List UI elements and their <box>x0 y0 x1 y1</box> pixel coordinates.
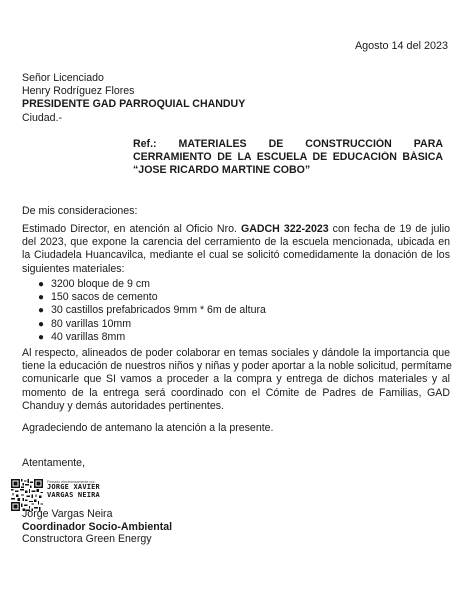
bullet-icon: ● <box>38 292 45 304</box>
paragraph-request <box>22 223 450 276</box>
list-item <box>38 331 266 344</box>
materials-list <box>38 278 266 344</box>
signer-company: Constructora Green Energy <box>22 533 152 546</box>
list-item <box>38 304 266 317</box>
material-text: 30 castillos prefabricados 9mm * 6m de altura <box>51 304 266 317</box>
letter-date: Agosto 14 del 2023 <box>354 40 448 52</box>
addressee-block <box>22 72 462 125</box>
thanks-line: Agradeciendo de antemano la atención a la presente. <box>22 422 274 434</box>
electronic-signature-stamp <box>47 480 167 499</box>
addressee-name: Henry Rodríguez Flores <box>22 85 135 98</box>
list-item <box>38 318 266 331</box>
paragraph-line: Al respecto, alineados de poder colaborar en temas sociales y dándole la importancia que <box>22 347 450 359</box>
reference-block <box>133 138 443 178</box>
bullet-icon: ● <box>38 318 45 330</box>
qr-code-icon <box>11 479 43 511</box>
bullet-icon: ● <box>38 331 45 343</box>
addressee-salutation: Señor Licenciado <box>22 72 104 84</box>
signature-name-line: VARGAS NEIRA <box>47 490 100 499</box>
bullet-icon: ● <box>38 279 45 290</box>
text-span: Estimado Director, en atención al Oficio Nro. <box>22 223 241 235</box>
bullet-icon: ● <box>38 305 45 317</box>
paragraph-line: tiene la educación de nuestros niños y niñas y poder aportar a la noble solicitud, permítame <box>22 360 452 373</box>
paragraph-line: siguientes materiales: <box>22 262 125 275</box>
paragraph-line: Chanduy y demás autoridades pertinentes. <box>22 399 224 412</box>
paragraph-response <box>22 347 450 413</box>
greeting: De mis consideraciones: <box>22 205 138 217</box>
signer-title: Coordinador Socio-Ambiental <box>22 520 173 533</box>
reference-line: Ref.: MATERIALES DE CONSTRUCCIÓN PARA <box>133 138 443 150</box>
paragraph-line: comunicarle que SI vamos a proceder a la compra y entrega de dichos materiales y al <box>22 373 450 386</box>
closing-line: Atentamente, <box>22 457 86 469</box>
reference-line: “JOSE RICARDO MARTINE COBO” <box>133 164 311 177</box>
text-span: con fecha de 19 de julio <box>328 223 450 235</box>
paragraph-line: la Ciudadela Huancavilca, mediante el cual se solicitó comedidamente la donación de los <box>22 249 450 262</box>
paragraph-line <box>22 223 450 236</box>
addressee-position: PRESIDENTE GAD PARROQUIAL CHANDUY <box>22 98 246 111</box>
signer-name: Jorge Vargas Neira <box>22 508 113 520</box>
list-item <box>38 291 266 304</box>
addressee-city: Ciudad.- <box>22 111 63 124</box>
signer-block <box>22 508 172 546</box>
material-text: 150 sacos de cemento <box>51 291 158 304</box>
paragraph-line: del 2023, que expone la carencia del cerramiento de la escuela mencionada, ubicada en <box>22 236 450 249</box>
material-text: 80 varillas 10mm <box>51 317 132 330</box>
paragraph-line: momento de la entrega será coordinado con el Cómite de Padres de Familias, GAD <box>22 386 450 399</box>
oficio-number: GADCH 322-2023 <box>240 223 329 235</box>
signature-caption: Firmado electrónicamente por: <box>47 480 96 484</box>
list-item <box>38 278 266 291</box>
signature-name-line: JORGE XAVIER <box>47 483 100 491</box>
material-text: 40 varillas 8mm <box>51 330 126 343</box>
material-text: 3200 bloque de 9 cm <box>51 278 150 290</box>
reference-line: CERRAMIENTO DE LA ESCUELA DE EDUCACIÓN BÁSICA <box>133 151 443 164</box>
